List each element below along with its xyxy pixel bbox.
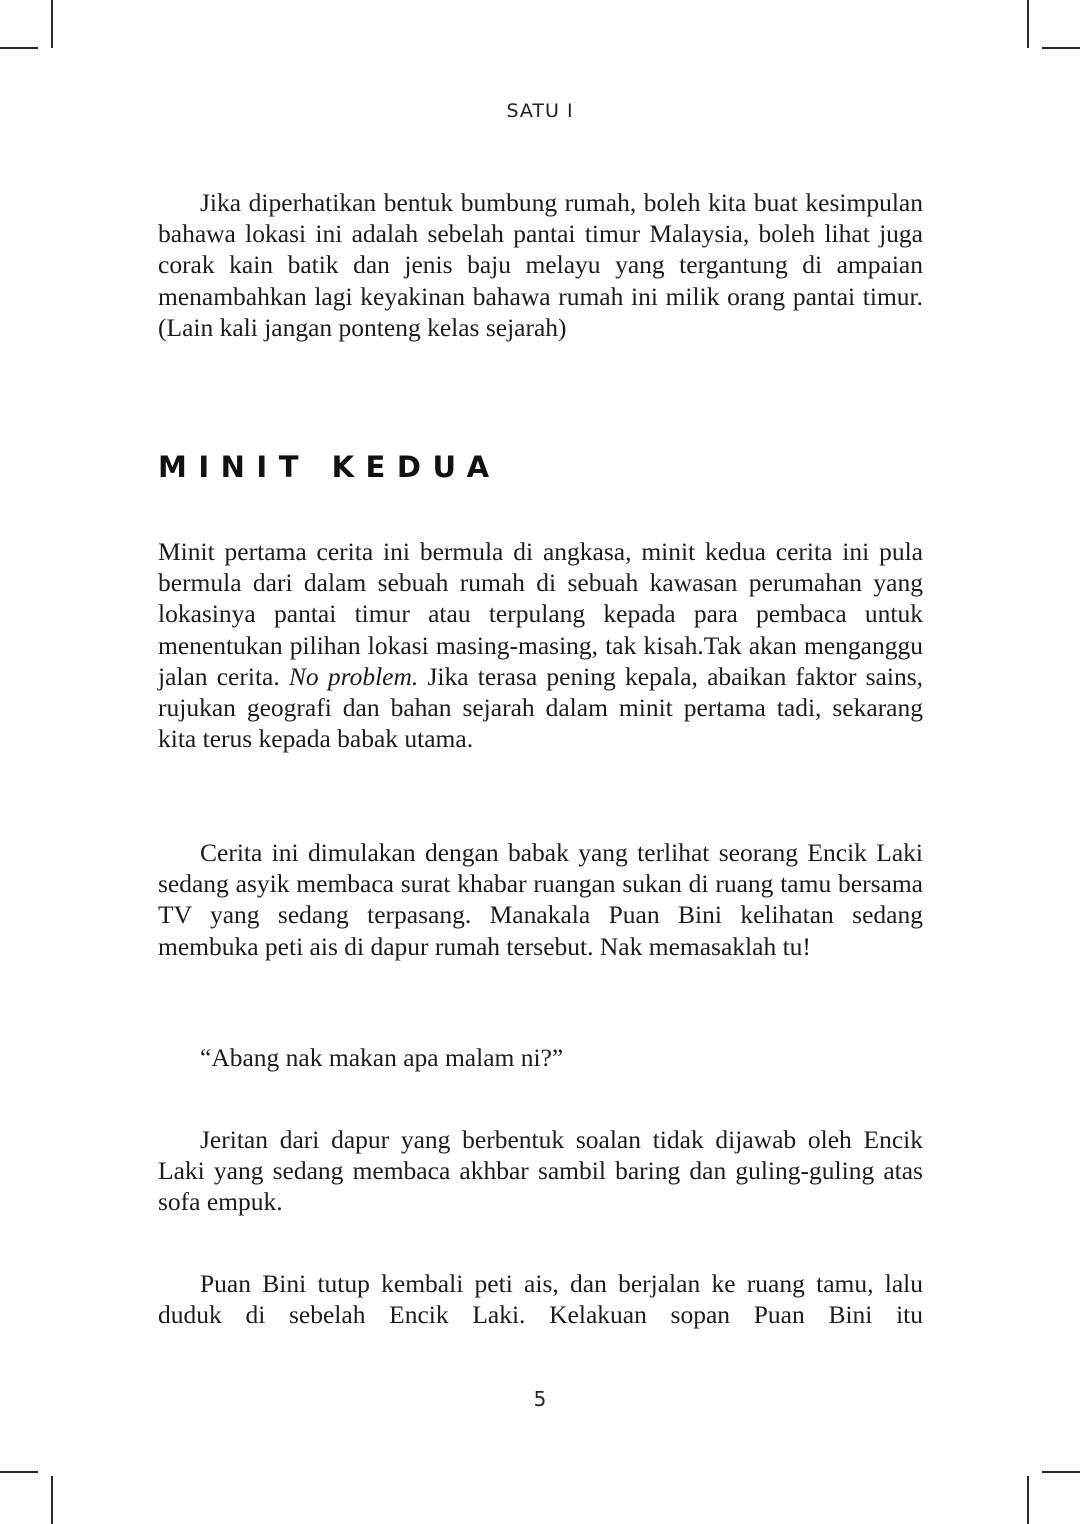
text-block — [158, 1124, 923, 1218]
paragraph: Jeritan dari dapur yang berbentuk soalan tidak dijawab oleh Encik Laki yang sedang membaca akhbar sambil baring dan guling-guling atas sofa empuk. — [158, 1125, 923, 1217]
text-block — [158, 837, 923, 962]
running-head: SATU I — [506, 100, 574, 122]
crop-mark — [1027, 0, 1029, 48]
paragraph: Cerita ini dimulakan dengan babak yang terlihat seorang Encik Laki sedang asyik membaca surat khabar ruangan sukan di ruang tamu bersama TV yang sedang terpasang. Manakala Puan Bini kelihatan sedang membuka peti ais di dapur rumah tersebut. Nak memasaklah tu! — [158, 838, 923, 961]
text-block-top — [158, 187, 923, 343]
page-number: 5 — [533, 1387, 547, 1411]
italic-phrase: No problem. — [288, 661, 419, 691]
text-block — [158, 1042, 923, 1073]
crop-mark — [0, 47, 38, 49]
crop-mark — [0, 1471, 38, 1473]
section-heading: MINIT KEDUA — [158, 450, 501, 484]
paragraph: “Abang nak makan apa malam ni?” — [200, 1043, 564, 1072]
crop-mark — [1042, 47, 1080, 49]
paragraph: Jika diperhatikan bentuk bumbung rumah, boleh kita buat kesimpulan bahawa lokasi ini adalah sebelah pantai timur Malaysia, boleh lihat juga corak kain batik dan jenis baju melayu yang tergantung di ampaian menambahkan lagi keyakinan bahawa rumah ini milik orang pantai timur. (Lain kali jangan ponteng kelas sejarah) — [158, 188, 923, 342]
crop-mark — [1027, 1476, 1029, 1524]
crop-mark — [1042, 1471, 1080, 1473]
paragraph: Puan Bini tutup kembali peti ais, dan berjalan ke ruang tamu, lalu duduk di sebelah Encik Laki. Kelakuan sopan Puan Bini itu — [158, 1269, 923, 1330]
crop-mark — [51, 0, 53, 48]
text-block — [158, 1268, 923, 1330]
text-run: Jika terasa pening kepala, abaikan faktor sains, rujukan geografi dan bahan sejarah dalam minit pertama tadi, sekarang kita terus kepada babak utama. — [158, 661, 923, 754]
text-run: Minit pertama cerita ini bermula di angkasa, minit kedua cerita ini pula bermula dari dalam sebuah rumah di sebuah kawasan perumahan yang lokasinya pantai timur atau terpulang kepada para pembaca untuk menentukan pilihan lokasi masing-masing, tak kisah.Tak akan menganggu jalan cerita. — [158, 537, 923, 691]
crop-mark — [51, 1476, 53, 1524]
paragraph — [158, 536, 923, 754]
text-block-main — [158, 536, 923, 754]
